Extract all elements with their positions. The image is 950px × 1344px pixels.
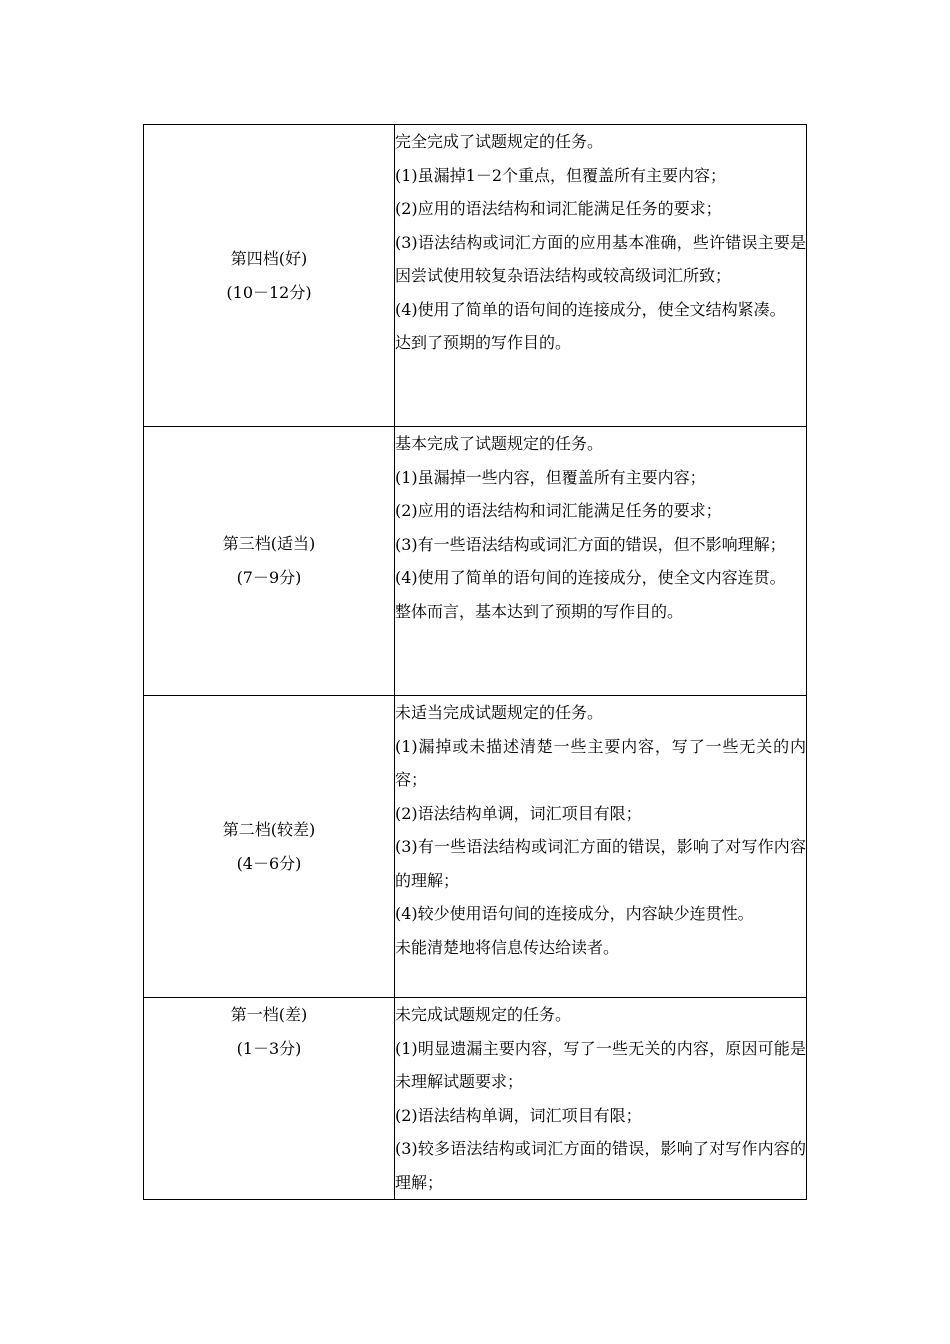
score-range: (7－9分) bbox=[236, 568, 302, 587]
criteria-line: (3)有一些语法结构或词汇方面的错误，影响了对写作内容的理解； bbox=[395, 837, 806, 890]
criteria-line: (3)语法结构或词汇方面的应用基本准确，些许错误主要是因尝试使用较复杂语法结构或较高级词汇所致； bbox=[395, 232, 806, 285]
criteria-line: (1)虽漏掉1－2个重点，但覆盖所有主要内容； bbox=[395, 165, 727, 185]
grade-label: 第二档(较差) bbox=[222, 819, 316, 839]
grade-cell bbox=[144, 125, 395, 427]
criteria-line: (4)较少使用语句间的连接成分，内容缺少连贯性。 bbox=[395, 904, 754, 923]
table-row bbox=[144, 998, 807, 1200]
criteria-line: (2)语法结构单调，词汇项目有限； bbox=[395, 803, 642, 823]
criteria-line: (3)较多语法结构或词汇方面的错误，影响了对写作内容的理解； bbox=[395, 1139, 806, 1192]
criteria-line: (2)应用的语法结构和词汇能满足任务的要求； bbox=[395, 501, 722, 520]
criteria-line: (3)有一些语法结构或词汇方面的错误，但不影响理解； bbox=[395, 534, 786, 554]
criteria-line: 达到了预期的写作目的。 bbox=[395, 333, 572, 352]
criteria-cell bbox=[395, 696, 807, 998]
criteria-line: 完全完成了试题规定的任务。 bbox=[395, 132, 604, 151]
grade-cell bbox=[144, 696, 395, 998]
criteria-line: 基本完成了试题规定的任务。 bbox=[395, 434, 604, 453]
criteria-line: (2)语法结构单调，词汇项目有限； bbox=[395, 1105, 642, 1125]
table-row bbox=[144, 427, 807, 696]
score-range: (4－6分) bbox=[236, 853, 302, 873]
grade-label: 第三档(适当) bbox=[222, 534, 316, 553]
table-row bbox=[144, 125, 807, 427]
grade-label: 第一档(差) bbox=[230, 1005, 308, 1024]
criteria-line: 未适当完成试题规定的任务。 bbox=[395, 703, 604, 722]
criteria-cell bbox=[395, 125, 807, 427]
criteria-line: (1)明显遗漏主要内容，写了一些无关的内容，原因可能是未理解试题要求； bbox=[395, 1038, 806, 1091]
criteria-line: (1)漏掉或未描述清楚一些主要内容，写了一些无关的内容； bbox=[395, 736, 806, 789]
criteria-line: (1)虽漏掉一些内容，但覆盖所有主要内容； bbox=[395, 467, 706, 487]
table-row bbox=[144, 696, 807, 998]
criteria-line: (4)使用了简单的语句间的连接成分，使全文结构紧凑。 bbox=[395, 299, 786, 319]
scoring-rubric-table bbox=[143, 124, 807, 1200]
criteria-line: (2)应用的语法结构和词汇能满足任务的要求； bbox=[395, 199, 722, 218]
criteria-line: (4)使用了简单的语句间的连接成分，使全文内容连贯。 bbox=[395, 568, 786, 587]
criteria-cell bbox=[395, 998, 807, 1200]
score-range: (1－3分) bbox=[236, 1039, 302, 1058]
grade-cell bbox=[144, 998, 395, 1200]
criteria-line: 整体而言，基本达到了预期的写作目的。 bbox=[395, 601, 684, 621]
criteria-cell bbox=[395, 427, 807, 696]
grade-cell bbox=[144, 427, 395, 696]
criteria-line: 未完成试题规定的任务。 bbox=[395, 1005, 572, 1024]
grade-label: 第四档(好) bbox=[230, 248, 308, 268]
score-range: (10－12分) bbox=[226, 282, 312, 302]
criteria-line: 未能清楚地将信息传达给读者。 bbox=[395, 937, 620, 957]
